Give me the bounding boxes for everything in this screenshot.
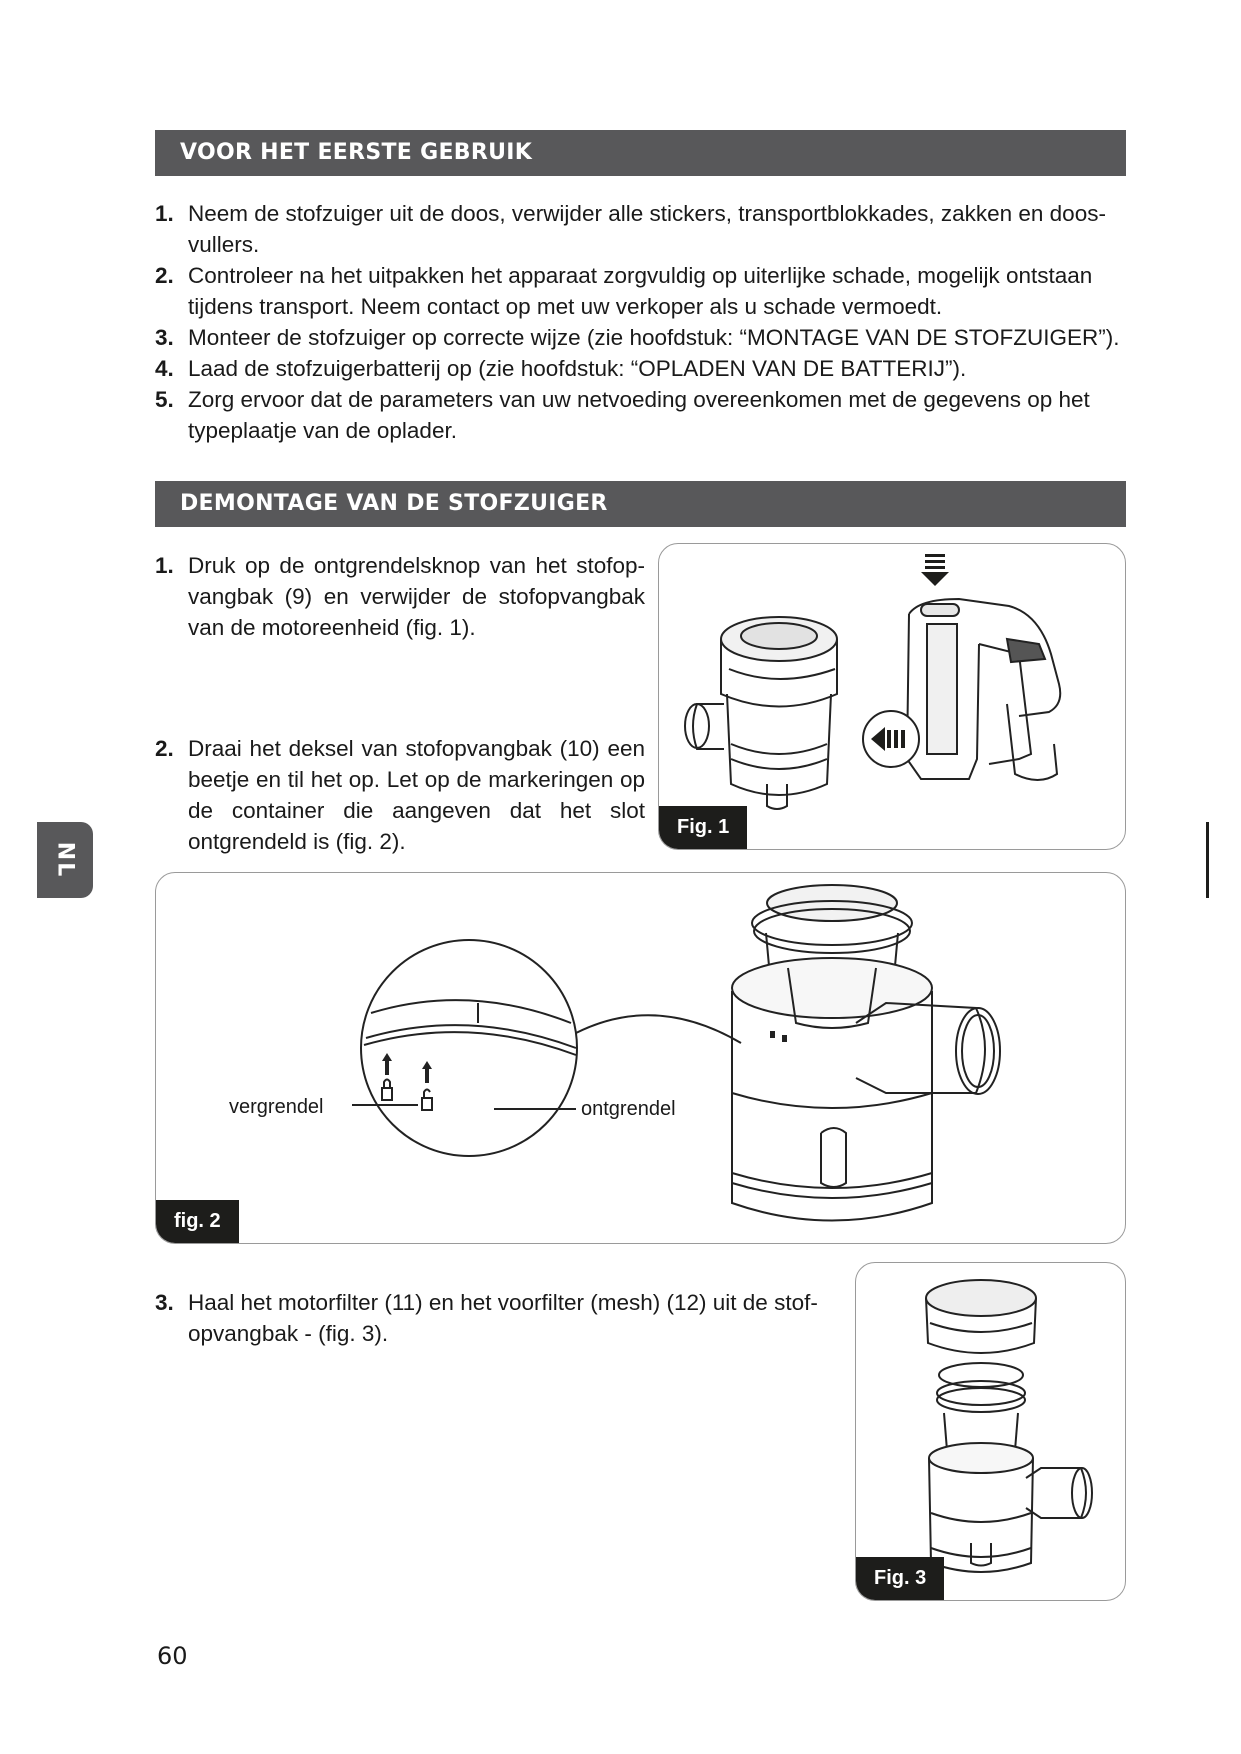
first-use-list <box>155 198 1130 446</box>
section-title-disassembly: DEMONTAGE VAN DE STOFZUIGER <box>155 481 1126 527</box>
fig2-illustration <box>156 873 1125 1243</box>
list-item: 2. Controleer na het uitpakken het apparaat zorgvuldig op uiterlijke schade, mogelijk ontstaan tijdens transport. Neem contact op met uw verkoper als u schade vermoedt. <box>155 263 1093 319</box>
section-title-first-use: VOOR HET EERSTE GEBRUIK <box>155 130 1126 176</box>
fig3-illustration <box>856 1263 1125 1600</box>
disassembly-step-3 <box>155 1287 845 1349</box>
list-item: 1. Neem de stofzuiger uit de doos, verwijder alle stickers, transportblokkades, zakken en doos-vullers. <box>155 201 1106 257</box>
fig2-unlocked-label: ontgrendel <box>581 1098 676 1120</box>
disassembly-step-2 <box>155 733 645 857</box>
fig3-label: Fig. 3 <box>856 1557 944 1600</box>
language-tab: NL <box>37 822 93 898</box>
edge-marker <box>1206 822 1209 898</box>
disassembly-step-1 <box>155 550 645 643</box>
list-item: 3. Monteer de stofzuiger op correcte wijze (zie hoofdstuk: “MONTAGE VAN DE STOFZUIGER”). <box>155 325 1120 350</box>
list-item: 5. Zorg ervoor dat de parameters van uw netvoeding overeenkomen met de gegevens op het typeplaatje van de oplader. <box>155 387 1090 443</box>
list-item: 1. Druk op de ontgrendelsknop van het stofop-vangbak (9) en verwijder de stofopvangbak van de motoreenheid (fig. 1). <box>155 553 645 640</box>
list-item: 4. Laad de stofzuigerbatterij op (zie hoofdstuk: “OPLADEN VAN DE BATTERIJ”). <box>155 356 967 381</box>
list-item: 3. Haal het motorfilter (11) en het voorfilter (mesh) (12) uit de stof-opvangbak - (fig. 3). <box>155 1290 818 1346</box>
page-number: 60 <box>157 1642 188 1670</box>
list-item: 2. Draai het deksel van stofopvangbak (10) een beetje en til het op. Let op de markeringen op de container die aangeven dat het slot ontgrendeld is (fig. 2). <box>155 736 645 854</box>
figure-1 <box>658 543 1126 850</box>
fig1-label: Fig. 1 <box>659 806 747 849</box>
figure-2 <box>155 872 1126 1244</box>
fig1-illustration <box>659 544 1125 849</box>
fig2-label: fig. 2 <box>156 1200 239 1243</box>
fig2-locked-label: vergrendel <box>229 1096 324 1118</box>
figure-3 <box>855 1262 1126 1601</box>
